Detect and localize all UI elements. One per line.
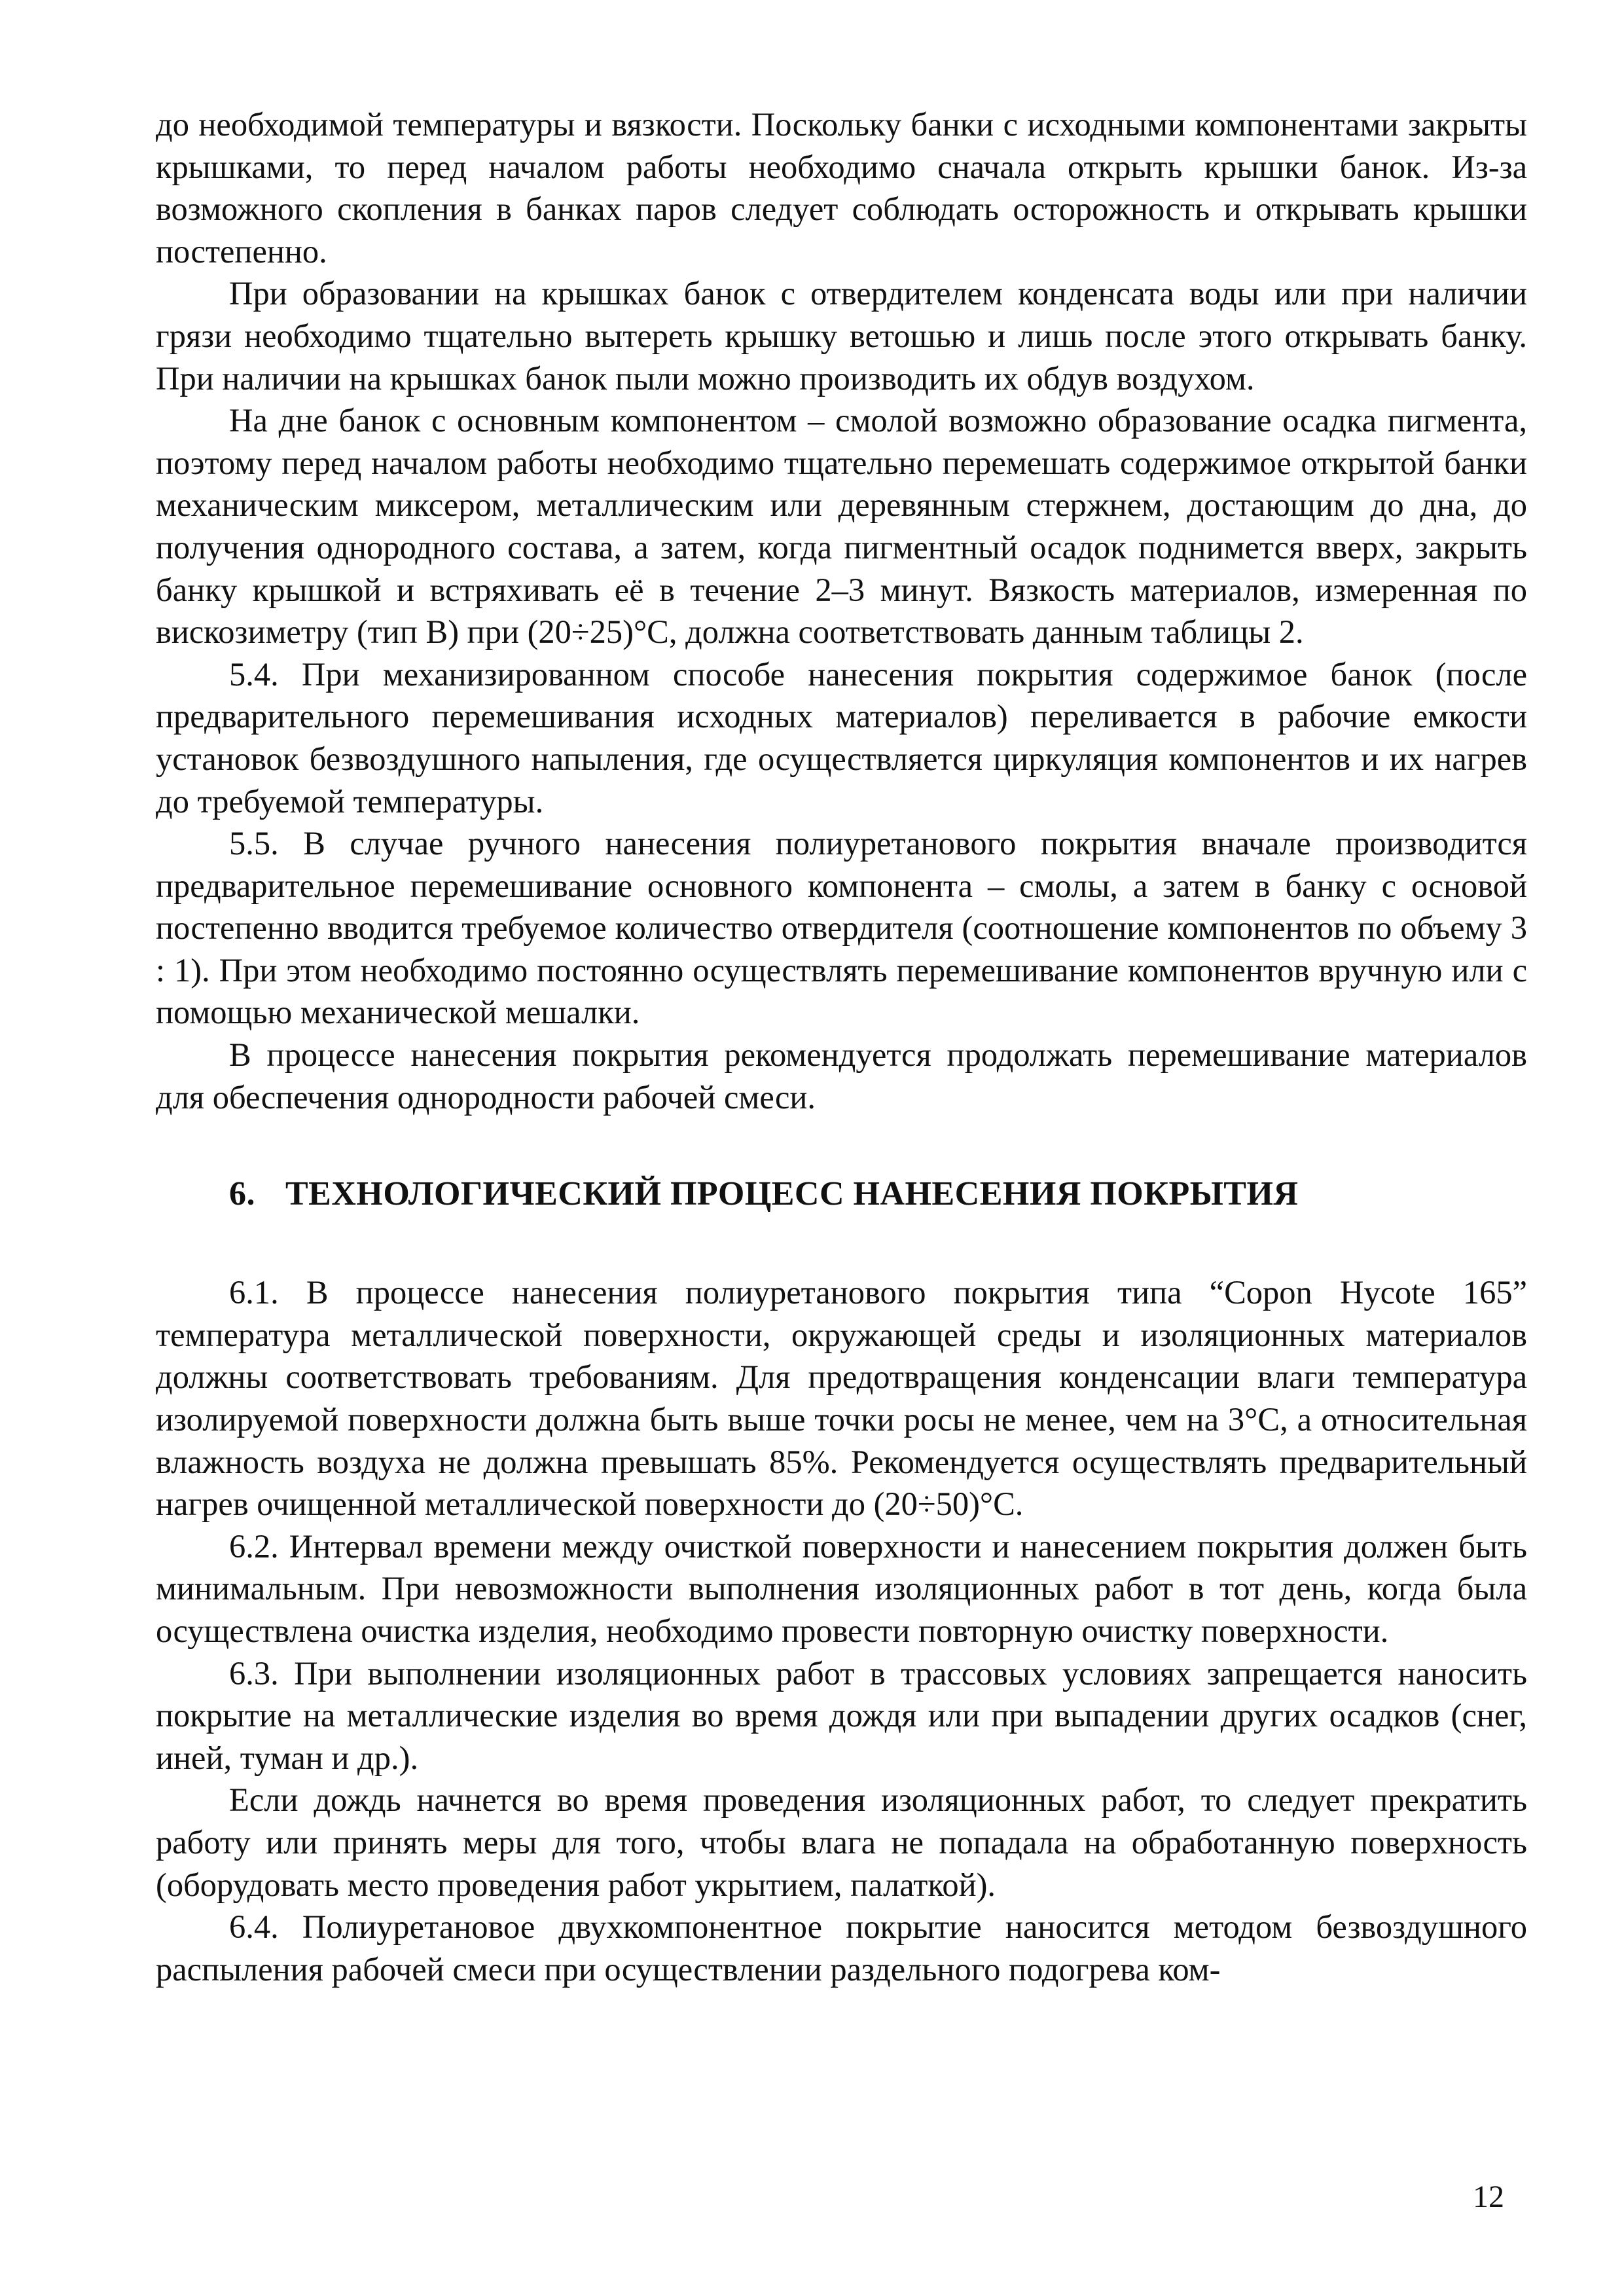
paragraph-6-4: 6.4. Полиуретановое двухкомпонентное покрытие наносится методом безвоздушного распыления рабочей смеси при осуществлении раздельного подогрева ком- — [156, 1908, 1527, 1988]
paragraph-6-1: 6.1. В процессе нанесения полиуретанового покрытия типа “Copon Hycote 165” температура металлической поверхности, окружающей среды и изоляционных материалов должны соответствовать требованиям. Для предотвращения конденсации влаги температура изолируемой поверхности должна быть выше точки росы не менее, чем на 3°С, а относительная влажность воздуха не должна превышать 85%. Рекомендуется осуществлять предварительный нагрев очищенной металлической поверхности до (20÷50)°С. — [156, 1274, 1527, 1523]
paragraph-6-2: 6.2. Интервал времени между очисткой поверхности и нанесением покрытия должен быть минимальным. При невозможности выполнения изоляционных работ в тот день, когда была осуществлена очистка изделия, необходимо провести повторную очистку поверхности. — [156, 1527, 1527, 1649]
section-title-text: ТЕХНОЛОГИЧЕСКИЙ ПРОЦЕСС НАНЕСЕНИЯ ПОКРЫТИЯ — [285, 1175, 1299, 1213]
paragraph-continuation: до необходимой температуры и вязкости. Поскольку банки с исходными компонентами закрыты крышками, то перед началом работы необходимо сначала открыть крышки банок. Из-за возможного скопления в банках паров следует соблюдать осторожность и открывать крышки постепенно. — [156, 106, 1527, 270]
section-heading — [156, 1173, 1527, 1215]
section-number: 6. — [229, 1175, 255, 1213]
paragraph-5-5: 5.5. В случае ручного нанесения полиуретанового покрытия вначале производится предварительное перемешивание основного компонента – смолы, а затем в банку с основой постепенно вводится требуемое количество отвердителя (соотношение компонентов по объему 3 : 1). При этом необходимо постоянно осуществлять перемешивание компонентов вручную или с помощью механической мешалки. — [156, 825, 1527, 1031]
paragraph-mixing-during-application: В процессе нанесения покрытия рекомендуется продолжать перемешивание материалов для обеспечения однородности рабочей смеси. — [156, 1036, 1527, 1116]
paragraph-rain: Если дождь начнется во время проведения изоляционных работ, то следует прекратить работу или принять меры для того, чтобы влага не попадала на обработанную поверхность (оборудовать место проведения работ укрытием, палаткой). — [156, 1781, 1527, 1903]
paragraph-6-3: 6.3. При выполнении изоляционных работ в трассовых условиях запрещается наносить покрытие на металлические изделия во время дождя или при выпадении других осадков (снег, иней, туман и др.). — [156, 1654, 1527, 1776]
paragraph-condensate: При образовании на крышках банок с отвердителем конденсата воды или при наличии грязи необходимо тщательно вытереть крышку ветошью и лишь после этого открывать банку. При наличии на крышках банок пыли можно производить их обдув воздухом. — [156, 275, 1527, 397]
paragraph-pigment-sediment: На дне банок с основным компонентом – смолой возможно образование осадка пигмента, поэтому перед началом работы необходимо тщательно перемешать содержимое открытой банки механическим миксером, металлическим или деревянным стержнем, достающим до дна, до получения однородного состава, а затем, когда пигментный осадок поднимется вверх, закрыть банку крышкой и встряхивать её в течение 2–3 минут. Вязкость материалов, измеренная по вискозиметру (тип В) при (20÷25)°С, должна соответствовать данным таблицы 2. — [156, 402, 1527, 651]
page-number: 12 — [1473, 2179, 1504, 2214]
paragraph-5-4: 5.4. При механизированном способе нанесения покрытия содержимое банок (после предварительного перемешивания исходных материалов) переливается в рабочие емкости установок безвоздушного напыления, где осуществляется циркуляция компонентов и их нагрев до требуемой температуры. — [156, 655, 1527, 820]
document-body — [156, 103, 1527, 1990]
